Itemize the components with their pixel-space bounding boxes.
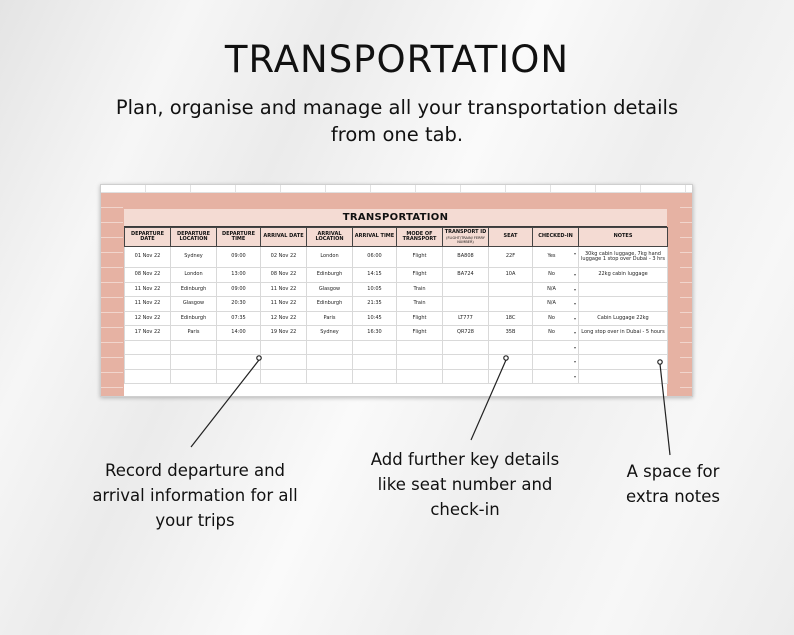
annotation-middle-line-2: like seat number and — [377, 475, 553, 494]
cell-mode[interactable]: Flight — [397, 311, 443, 326]
column-header-text: SEAT — [503, 233, 518, 240]
annotation-right-line-1: A space for — [626, 462, 720, 481]
cell-arr-time[interactable]: 14:15 — [353, 268, 397, 283]
transport-table-title: TRANSPORTATION — [124, 209, 667, 227]
checked-in-value: No — [548, 329, 555, 335]
leader-line-middle — [471, 360, 506, 440]
cell-arr-loc[interactable]: Glasgow — [307, 282, 353, 297]
cell-arr-date[interactable]: 11 Nov 22 — [261, 297, 307, 312]
leader-dot-middle — [504, 356, 508, 360]
leader-line-left — [191, 360, 259, 447]
leader-dot-right — [658, 360, 662, 364]
cell-dep-loc[interactable]: Paris — [171, 326, 217, 341]
dropdown-arrow-icon[interactable]: ▾ — [573, 373, 576, 379]
cell-dep-loc[interactable]: Edinburgh — [171, 282, 217, 297]
annotation-extra-notes — [598, 459, 748, 509]
checked-in-value: N/A — [547, 300, 556, 306]
column-header-text: ARRIVAL DATE — [263, 233, 304, 240]
dropdown-arrow-icon[interactable]: ▾ — [573, 251, 576, 256]
cell-arr-time[interactable]: 10:05 — [353, 282, 397, 297]
cell-seat[interactable]: 10A — [489, 268, 533, 283]
cell-arr-date[interactable]: 12 Nov 22 — [261, 311, 307, 326]
checked-in-value: Yes — [547, 253, 556, 260]
dropdown-arrow-icon[interactable]: ▾ — [573, 272, 576, 277]
cell-arr-date[interactable]: 11 Nov 22 — [261, 282, 307, 297]
cell-mode[interactable]: Train — [397, 297, 443, 312]
cell-notes[interactable]: Long stop over in Dubai - 5 hours — [579, 326, 668, 341]
dropdown-arrow-icon[interactable]: ▾ — [573, 286, 576, 292]
column-header-text: DEPARTURE — [221, 230, 255, 237]
annotation-middle-line-1: Add further key details — [370, 450, 560, 469]
annotation-departure-arrival — [70, 458, 320, 533]
cell-notes[interactable]: 22kg cabin luggage — [579, 268, 668, 283]
cell-arr-time[interactable]: 10:45 — [353, 311, 397, 326]
column-header-text: ARRIVAL — [317, 230, 342, 237]
column-header-subtext: (FLIGHT/TRAIN/ FERRY NUMBER) — [446, 235, 485, 244]
column-header-text: DATE — [140, 236, 155, 242]
cell-dep-date[interactable]: 11 Nov 22 — [125, 282, 171, 297]
cell-dep-time[interactable]: 09:00 — [217, 282, 261, 297]
cell-dep-date[interactable]: 08 Nov 22 — [125, 268, 171, 283]
checked-in-value: N/A — [547, 285, 556, 292]
cell-dep-time[interactable]: 20:30 — [217, 297, 261, 312]
column-header-text: LOCATION — [315, 236, 344, 242]
cell-mode[interactable]: Flight — [397, 326, 443, 341]
column-header-text: DEPARTURE — [130, 230, 164, 237]
annotation-left-line-2: arrival information for all — [92, 486, 298, 505]
cell-dep-loc[interactable]: Sydney — [171, 247, 217, 268]
cell-notes[interactable]: Cabin Luggage 22kg — [579, 311, 668, 326]
leader-line-right — [660, 364, 670, 455]
cell-mode[interactable]: Flight — [397, 247, 443, 268]
column-header-text: ARRIVAL TIME — [354, 233, 395, 240]
cell-dep-time[interactable]: 07:35 — [217, 311, 261, 326]
cell-arr-time[interactable]: 06:00 — [353, 247, 397, 268]
page-title: TRANSPORTATION — [224, 38, 570, 81]
column-header-text: DEPARTURE — [176, 230, 210, 237]
cell-dep-time[interactable]: 09:00 — [217, 247, 261, 268]
dropdown-arrow-icon[interactable]: ▾ — [573, 344, 576, 350]
annotation-left-line-1: Record departure and — [104, 461, 286, 480]
cell-id[interactable]: QR728 — [443, 326, 489, 341]
annotation-middle-line-3: check-in — [430, 500, 500, 519]
cell-arr-loc[interactable]: Edinburgh — [307, 297, 353, 312]
cell-seat[interactable]: 18C — [489, 311, 533, 326]
annotation-left-line-3: your trips — [155, 511, 235, 530]
cell-mode[interactable]: Train — [397, 282, 443, 297]
column-header-text: TRANSPORT ID — [444, 229, 487, 236]
cell-seat[interactable]: 22F — [489, 247, 533, 268]
dropdown-arrow-icon[interactable]: ▾ — [573, 330, 576, 335]
column-header-text: NOTES — [613, 233, 633, 240]
cell-arr-date[interactable]: 02 Nov 22 — [261, 247, 307, 268]
leader-dot-left — [257, 356, 261, 360]
dropdown-arrow-icon[interactable]: ▾ — [573, 315, 576, 321]
cell-notes[interactable]: 30kg cabin luggage, 7kg hand luggage 1 stop over Dubai - 3 hrs — [579, 247, 668, 268]
checked-in-value: No — [548, 314, 555, 321]
column-header-text: TRANSPORT — [402, 236, 437, 242]
dropdown-arrow-icon[interactable]: ▾ — [573, 301, 576, 306]
cell-dep-time[interactable]: 14:00 — [217, 326, 261, 341]
cell-dep-date[interactable]: 11 Nov 22 — [125, 297, 171, 312]
cell-dep-loc[interactable]: London — [171, 268, 217, 283]
annotation-key-details — [345, 447, 585, 522]
cell-seat[interactable]: 35B — [489, 326, 533, 341]
cell-arr-time[interactable]: 16:30 — [353, 326, 397, 341]
subtitle-line-2: from one tab. — [330, 123, 464, 146]
cell-dep-date[interactable]: 01 Nov 22 — [125, 247, 171, 268]
column-header-text: LOCATION — [179, 236, 208, 242]
cell-arr-time[interactable]: 21:35 — [353, 297, 397, 312]
cell-arr-loc[interactable]: Sydney — [307, 326, 353, 341]
cell-arr-loc[interactable]: Paris — [307, 311, 353, 326]
cell-dep-date[interactable]: 17 Nov 22 — [125, 326, 171, 341]
annotation-right-line-2: extra notes — [625, 487, 720, 506]
checked-in-value: No — [548, 271, 555, 277]
column-header-text: TIME — [231, 236, 246, 242]
cell-dep-time[interactable]: 13:00 — [217, 268, 261, 283]
cell-id[interactable]: BA808 — [443, 247, 489, 268]
cell-arr-date[interactable]: 08 Nov 22 — [261, 268, 307, 283]
dropdown-arrow-icon[interactable]: ▾ — [573, 359, 576, 364]
cell-arr-loc[interactable]: London — [307, 247, 353, 268]
column-header-text: MODE OF — [406, 230, 433, 237]
cell-id[interactable]: BA724 — [443, 268, 489, 283]
cell-arr-loc[interactable]: Edinburgh — [307, 268, 353, 283]
cell-dep-date[interactable]: 12 Nov 22 — [125, 311, 171, 326]
cell-mode[interactable]: Flight — [397, 268, 443, 283]
column-header-text: CHECKED-IN — [538, 233, 573, 240]
cell-dep-loc[interactable]: Edinburgh — [171, 311, 217, 326]
cell-dep-loc[interactable]: Glasgow — [171, 297, 217, 312]
cell-id[interactable]: LT777 — [443, 311, 489, 326]
subtitle-line-1: Plan, organise and manage all your transportation details — [115, 96, 679, 119]
cell-arr-date[interactable]: 19 Nov 22 — [261, 326, 307, 341]
